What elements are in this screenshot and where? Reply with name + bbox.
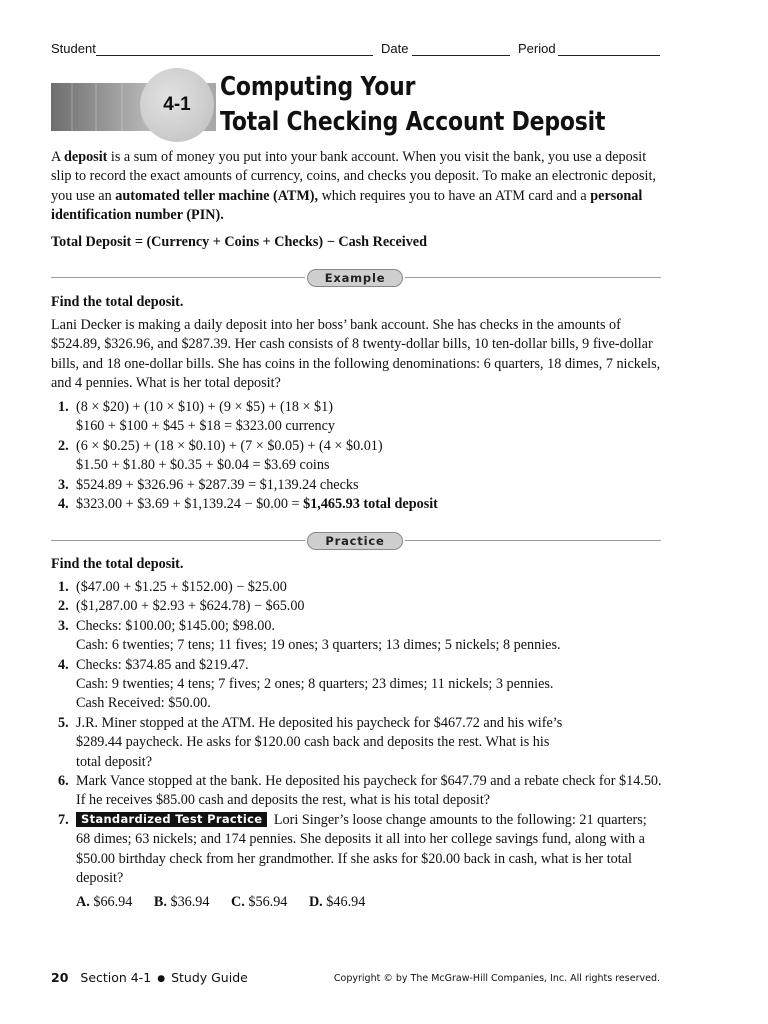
title-line-2: Total Checking Account Deposit	[220, 107, 606, 137]
period-field[interactable]	[558, 55, 660, 56]
example-step: 2. (6 × $0.25) + (18 × $0.10) + (7 × $0.05) + (4 × $0.01) $1.50 + $1.80 + $0.35 + $0.04 = $3.69 coins	[58, 437, 383, 474]
example-step: 3. $524.89 + $326.96 + $287.39 = $1,139.24 checks	[58, 476, 359, 493]
date-label: Date	[381, 41, 409, 56]
practice-divider	[51, 531, 661, 551]
header-fields	[51, 41, 661, 61]
student-field[interactable]	[96, 55, 373, 56]
example-answer: $1,465.93 total deposit	[303, 496, 438, 513]
example-step: 1. (8 × $20) + (10 × $10) + (9 × $5) + (18 × $1) $160 + $100 + $45 + $18 = $323.00 currency	[58, 399, 335, 435]
example-steps	[51, 398, 663, 514]
practice-label: Practice	[307, 532, 403, 550]
choice-c[interactable]: C. $56.94	[231, 893, 288, 910]
answer-choices	[76, 893, 663, 912]
practice-instruction: Find the total deposit.	[51, 556, 184, 572]
lesson-number-badge: 4-1	[140, 68, 214, 142]
example-instruction: Find the total deposit.	[51, 294, 184, 310]
practice-item-6: 6. Mark Vance stopped at the bank. He deposited his paycheck for $647.79 and a rebate check for $14.50. If he receives $85.00 cash and deposits the rest, what is his total deposit?	[58, 773, 662, 809]
practice-item-1: 1. ($47.00 + $1.25 + $152.00) − $25.00	[58, 579, 287, 595]
example-step: 4. $323.00 + $3.69 + $1,139.24 − $0.00 = $1,465.93 total deposit	[58, 496, 438, 513]
choice-b[interactable]: B. $36.94	[153, 893, 210, 910]
choice-a[interactable]: A. $66.94	[76, 893, 133, 910]
example-problem: Lani Decker is making a daily deposit into her boss’ bank account. She has checks in the amounts of $524.89, $326.96, and $287.39. Her cash consists of 8 twenty-dollar bills, 10 ten-dollar bills, 9 five-dollar bills, and 18 one-dollar bills. She has coins in the following denominations: 6 quarters, 18 dimes, 7 nickels, and 4 pennies. What is her total deposit?	[51, 317, 661, 392]
intro-paragraph: A deposit is a sum of money you put into your bank account. When you visit the bank, you use a deposit slip to record the exact amounts of currency, coins, and checks you deposit. To make an electronic deposit, you use an automated teller machine (ATM), which requires you to have an ATM card and a personal identification number (PIN).	[51, 149, 656, 224]
copyright-notice: Copyright © by The McGraw-Hill Companies, Inc. All rights reserved.	[333, 973, 660, 984]
guide-label: Study Guide	[171, 970, 248, 985]
bullet-icon: ●	[157, 974, 166, 984]
term-pin: personal identification number (PIN).	[51, 187, 643, 224]
practice-item-3: 3. Checks: $100.00; $145.00; $98.00. Cash: 6 twenties; 7 tens; 11 fives; 19 ones; 3 quarters; 13 dimes; 5 nickels; 8 pennies.	[58, 617, 561, 654]
term-atm: automated teller machine (ATM),	[115, 187, 319, 204]
example-label: Example	[307, 269, 403, 287]
practice-item-7: 7. Standardized Test Practice Lori Singer’s loose change amounts to the following: 21 quarters; 68 dimes; 63 nickels; and 174 pennies. She deposits it all into her college savings fund, along with a $50.00 birthday check from her grandmother. If she asks for $20.00 back in cash, what is her total deposit? A. $66.94 B. $36.94 C. $56.94 D. $46.94	[51, 811, 663, 912]
standardized-test-badge: Standardized Test Practice	[76, 812, 267, 827]
footer-section-info	[51, 970, 248, 985]
term-deposit: deposit	[64, 149, 108, 165]
deposit-formula: Total Deposit = (Currency + Coins + Checks) − Cash Received	[51, 234, 427, 250]
date-field[interactable]	[412, 55, 510, 56]
section-label: Section 4-1	[80, 970, 152, 985]
practice-problems	[51, 578, 663, 912]
title-line-1: Computing Your	[220, 72, 416, 102]
practice-item-5: 5. J.R. Miner stopped at the ATM. He deposited his paycheck for $467.72 and his wife’s $289.44 paycheck. He asks for $120.00 cash back and deposits the rest. What is his total deposit?	[58, 714, 563, 770]
choice-d[interactable]: D. $46.94	[308, 893, 366, 910]
page-title	[220, 70, 605, 140]
page-number: 20	[51, 970, 69, 985]
example-divider	[51, 268, 661, 288]
practice-item-4: 4. Checks: $374.85 and $219.47. Cash: 9 twenties; 4 tens; 7 fives; 2 ones; 8 quarters; 23 dimes; 11 nickels; 3 pennies. Cash Received: $50.00.	[58, 656, 554, 712]
practice-item-2: 2. ($1,287.00 + $2.93 + $624.78) − $65.00	[58, 598, 305, 615]
student-label: Student	[51, 41, 96, 56]
period-label: Period	[518, 41, 556, 56]
